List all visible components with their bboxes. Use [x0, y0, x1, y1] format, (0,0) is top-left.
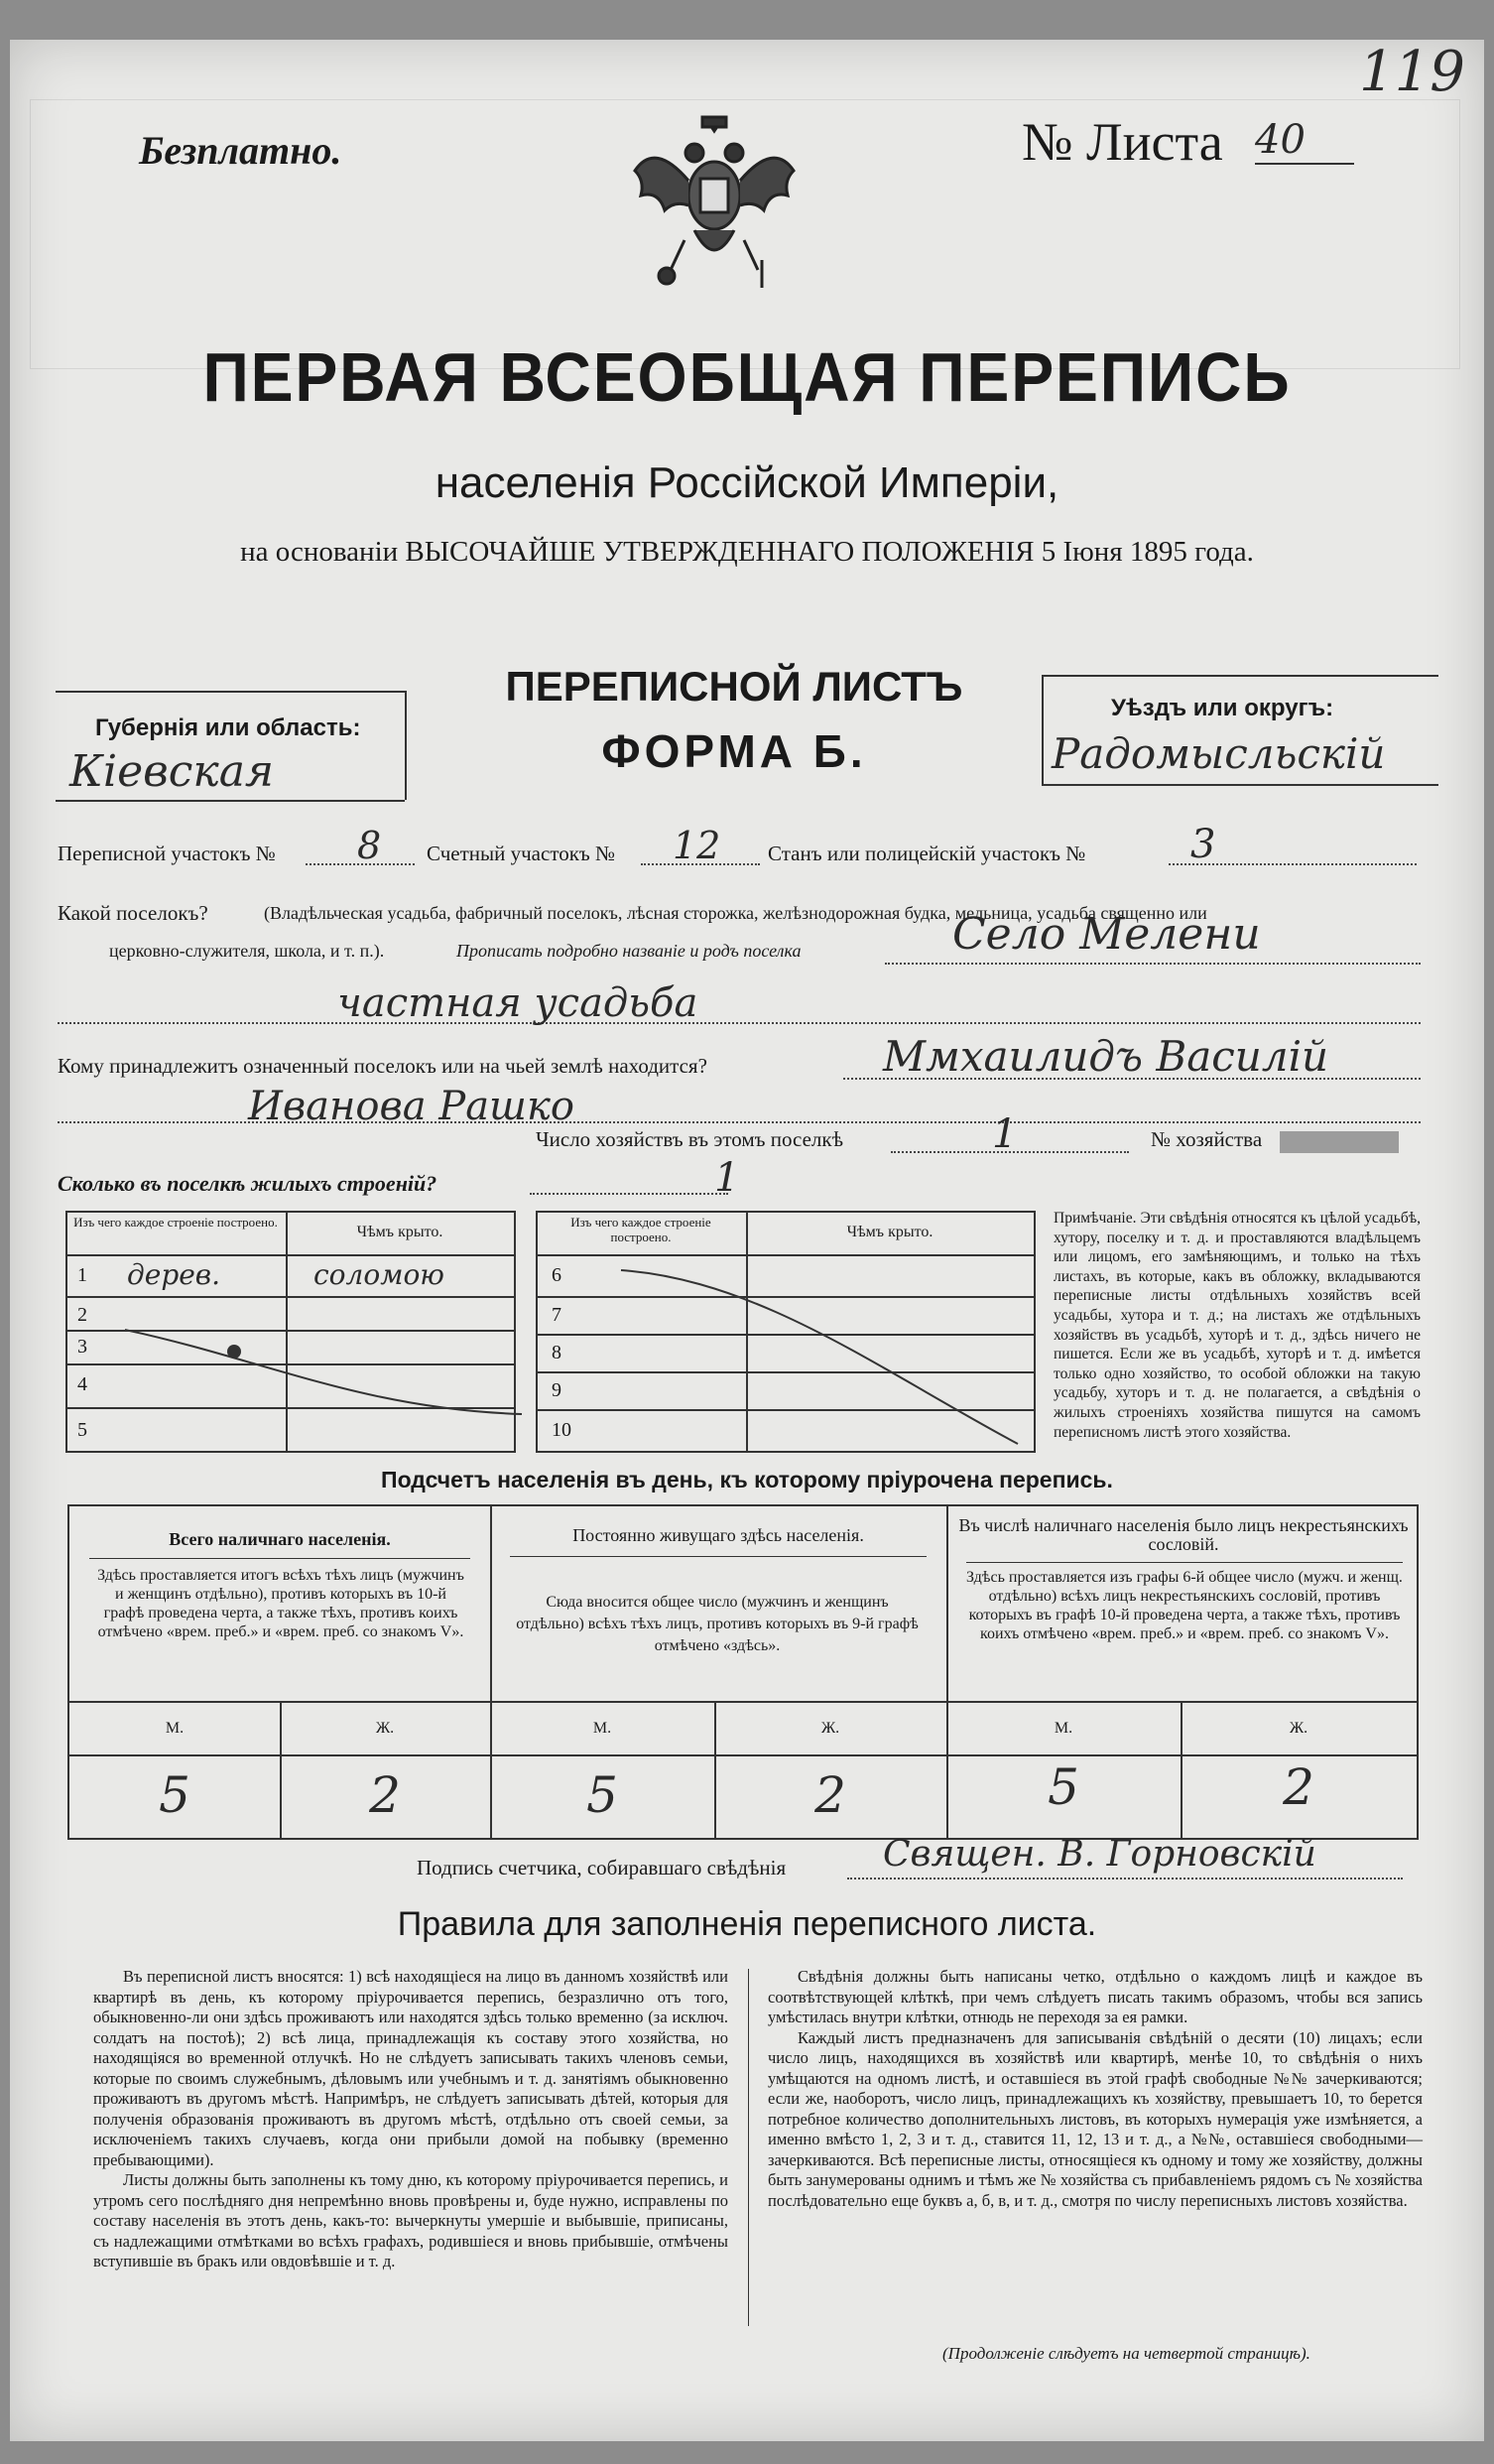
col2-m-label: М. — [592, 1720, 612, 1737]
census-section-label: Переписной участокъ № — [58, 842, 276, 865]
rules-left-paragraph: Листы должны быть заполнены къ тому дню, къ которому пріурочивается перепись, и утромъ сего послѣдняго дня непремѣнно вновь провѣрены и, буде нужно, исправлены по составу населенія въ этотъ день, какъ-то: вычеркнуты умершіе и выбывшіе, приписаны, съ надлежащими отмѣтками во всѣхъ графахъ, родившіеся и вновь прибывшіе, отмѣчены вступившіе въ бракъ или овдовѣвшіе и т. д. — [93, 2170, 728, 2270]
households-value: 1 — [992, 1111, 1018, 1157]
rules-right-column — [768, 1967, 1423, 2211]
sheet-number-mark: 119 — [1359, 40, 1465, 104]
col3-m-value: 5 — [1048, 1758, 1079, 1816]
continued-note: (Продолженіе слѣдуетъ на четвертой страницѣ). — [942, 2344, 1310, 2363]
col3-text: Здѣсь проставляется изъ графы 6-й общее число (мужч. и женщ. отдѣльно) всѣхъ лицъ некрестьянскихъ сословій, противъ которыхъ въ графѣ 10-й проведена черта, а также тѣхъ, противъ коихъ отмѣчено «врем. преб.» и «врем. преб. со знакомъ V». — [966, 1569, 1403, 1642]
col1-text: Здѣсь проставляется итогъ всѣхъ тѣхъ лицъ (мужчинъ и женщинъ отдѣльно), противъ которыхъ въ 10-й графѣ проведена черта, а также тѣхъ, противъ коихъ отмѣчено «врем. преб.» и «врем. преб. со знакомъ V». — [97, 1567, 464, 1640]
rules-title: Правила для заполненія переписного листа. — [397, 1905, 1097, 1943]
form-type: ФОРМА Б. — [601, 725, 867, 777]
police-section-value: 3 — [1190, 822, 1216, 867]
buildings-value: 1 — [714, 1155, 740, 1201]
buildings-note: Примѣчаніе. Эти свѣдѣнія относятся къ цѣлой усадьбѣ, хутору, поселку и т. д. и проставляются владѣльцемъ или лицомъ, его замѣняющимъ, и только на тѣхъ листахъ, въ которые, какъ въ обложку, вкладываются переписные листы отдѣльныхъ хозяйствъ всей усадьбы, хутора и т. д.; на листахъ же отдѣльныхъ хозяйствъ въ усадьбѣ, хуторѣ и т. д., здѣсь ничего не пишется. Если же въ усадьбѣ, хуторѣ и т. д. имѣется только одно хозяйство, то особой обложки на такую усадьбу, хуторъ и т. д. не полагается, а свѣдѣнія о жилыхъ строеніяхъ хозяйства пишутся на самомъ переписномъ листѣ этого хозяйства. — [1054, 1210, 1421, 1441]
col2-f-value: 2 — [814, 1766, 846, 1824]
settlement-value: Село Мелени — [952, 909, 1261, 960]
household-number-label: № хозяйства — [1151, 1127, 1263, 1151]
form-list-title: ПЕРЕПИСНОЙ ЛИСТЪ — [505, 663, 963, 710]
col1-title: Всего наличнаго населенія. — [169, 1529, 391, 1549]
owner-label: Кому принадлежитъ означенный поселокъ или на чьей землѣ находится? — [58, 1054, 707, 1078]
rules-left-paragraph: Въ переписной листъ вносятся: 1) всѣ находящіеся на лицо въ данномъ хозяйствѣ или квартирѣ въ день, къ которому пріурочивается перепись, безразлично отъ того, обыкновенно-ли они здѣсь проживаютъ или находятся здѣсь только временно (за исключ. солдатъ на постоѣ); 2) всѣ лица, принадлежащія къ составу этого хозяйства, но находящіяся во временной отлучкѣ. Но не слѣдуетъ записывать такихъ членовъ семьи, которые по своимъ служебнымъ, дѣловымъ или учебнымъ и т. д. занятіямъ обыкновенно проживаютъ въ другомъ мѣстѣ. Напримѣръ, не слѣдуетъ записывать дѣтей, которыя для полученія образованія проживаютъ въ другомъ мѣстѣ, отдѣльно отъ своей семьи, за исключеніемъ такихъ случаевъ, когда они прибыли домой на побывку (временно пребывающими). — [93, 1967, 728, 2169]
col3-f-label: Ж. — [1289, 1720, 1308, 1737]
population-count-table — [67, 1504, 1419, 1840]
owner-value: Ммхаилидъ Василій — [883, 1032, 1329, 1081]
count-title: Подсчетъ населенія въ день, къ которому пріурочена перепись. — [381, 1467, 1113, 1492]
list-number-label: № Листа — [1022, 112, 1223, 172]
form-subtitle: населенія Россійской Имперіи, — [435, 458, 1059, 507]
row-number: 1 — [77, 1264, 87, 1286]
free-label: Безплатно. — [139, 128, 342, 173]
police-section-label: Станъ или полицейскій участокъ № — [768, 842, 1086, 865]
buildings-label: Сколько въ поселкѣ жилыхъ строеній? — [58, 1171, 437, 1196]
col2-text: Сюда вносится общее число (мужчинъ и женщинъ отдѣльно) всѣхъ тѣхъ лицъ, противъ которыхъ въ 9-й графѣ отмѣчено «здѣсь». — [516, 1594, 919, 1654]
settlement-value-2: частная усадьба — [337, 980, 698, 1026]
col-material-header: Изъ чего каждое строеніе построено. — [73, 1215, 278, 1230]
settlement-hint: (Владѣльческая усадьба, фабричный поселокъ, лѣсная сторожка, желѣзнодорожная будка, мельница, усадьба священно или — [264, 903, 1207, 923]
row-number: 9 — [552, 1379, 561, 1401]
settlement-label: Какой поселокъ? — [58, 901, 208, 925]
col1-m-label: М. — [165, 1720, 185, 1737]
row-number: 7 — [552, 1304, 561, 1326]
owner-value-2: Иванова Рашко — [248, 1084, 574, 1129]
col2-title: Постоянно живущаго здѣсь населенія. — [572, 1525, 864, 1545]
form-title: ПЕРВАЯ ВСЕОБЩАЯ ПЕРЕПИСЬ — [202, 338, 1292, 416]
form-basis: на основаніи ВЫСОЧАЙШЕ УТВЕРЖДЕННАГО ПОЛОЖЕНІЯ 5 Іюня 1895 года. — [240, 536, 1254, 568]
col2-m-value: 5 — [586, 1766, 618, 1824]
row-number: 5 — [77, 1419, 87, 1441]
col-roof-header: Чѣмъ крыто. — [356, 1224, 443, 1240]
row-number: 4 — [77, 1373, 87, 1395]
col1-m-value: 5 — [159, 1766, 190, 1824]
rules-left-column — [93, 1967, 728, 2272]
col2-f-label: Ж. — [820, 1720, 840, 1737]
counting-section-value: 12 — [673, 824, 721, 867]
settlement-hint-2: церковно-служителя, школа, и т. п.). — [109, 941, 385, 961]
strike-through-stroke — [65, 1211, 1038, 1449]
col1-f-label: Ж. — [375, 1720, 395, 1737]
rules-right-paragraph: Свѣдѣнія должны быть написаны четко, отдѣльно о каждомъ лицѣ и каждое въ соотвѣтствующей клѣткѣ, при чемъ слѣдуетъ писать такимъ образомъ, чтобы вся запись умѣстилась внутри клѣтки, отнюдь не переходя за ея рамки. — [768, 1967, 1423, 2026]
district-label: Уѣздъ или округъ: — [1111, 695, 1334, 721]
census-form-sheet — [10, 40, 1484, 2441]
col3-m-label: М. — [1054, 1720, 1073, 1737]
row1-roof: соломою — [313, 1258, 444, 1291]
rules-right-paragraph: Каждый листъ предназначенъ для записыванія свѣдѣній о десяти (10) лицахъ; если число лицъ, находящихся въ хозяйствѣ или квартирѣ, менѣе 10, то свѣдѣнія о нихъ умѣщаются на одномъ листѣ, и оставшіеся въ этой графѣ свободные №№ зачеркиваются; если же, наоборотъ, число лицъ, принадлежащихъ къ хозяйству, превышаетъ 10, то берется потребное количество дополнительныхъ листовъ, въ которыхъ нумерація уже измѣняется, а именно вмѣсто 1, 2, 3 и т. д., ставится 11, 12, 13 и т. д., а №№, оставшіеся свободными—зачеркиваются. Всѣ переписные листы, относящіеся къ одному и тому же хозяйству, должны быть занумерованы однимъ и тѣмъ же № хозяйства съ прибавленіемъ рядомъ съ № хозяйства послѣдовательно еще буквъ а, б, в, и т. д., смотря по числу переписныхъ листовъ хозяйства. — [768, 2027, 1423, 2210]
col-roof-header: Чѣмъ крыто. — [846, 1224, 934, 1240]
row-number: 6 — [552, 1264, 561, 1286]
col-material-header: Изъ чего каждое строеніе построено. — [570, 1215, 711, 1244]
signature-value: Священ. В. Горновскій — [883, 1834, 1316, 1875]
col1-f-value: 2 — [369, 1766, 401, 1824]
counting-section-label: Счетный участокъ № — [427, 842, 616, 865]
province-label: Губернія или область: — [95, 714, 361, 741]
province-value: Кіевская — [69, 746, 275, 797]
census-section-value: 8 — [357, 824, 382, 867]
signature-label: Подпись счетчика, собиравшаго свѣдѣнія — [417, 1856, 787, 1880]
col3-title: Въ числѣ наличнаго населенія было лицъ некрестьянскихъ сословій. — [958, 1515, 1409, 1554]
list-number-value: 40 — [1255, 117, 1354, 165]
settlement-hint-italic: Прописать подробно названіе и родъ поселка — [456, 941, 802, 961]
row-number: 8 — [552, 1342, 561, 1363]
district-value: Радомысльскій — [1052, 729, 1386, 778]
row1-material: дерев. — [127, 1258, 221, 1291]
row-number: 2 — [77, 1304, 87, 1326]
household-number-redaction — [1280, 1131, 1399, 1153]
households-label: Число хозяйствъ въ этомъ поселкѣ — [536, 1127, 843, 1151]
row-number: 3 — [77, 1336, 87, 1358]
double-headed-eagle-emblem — [615, 101, 813, 300]
row-number: 10 — [552, 1419, 571, 1441]
col3-f-value: 2 — [1283, 1758, 1314, 1816]
